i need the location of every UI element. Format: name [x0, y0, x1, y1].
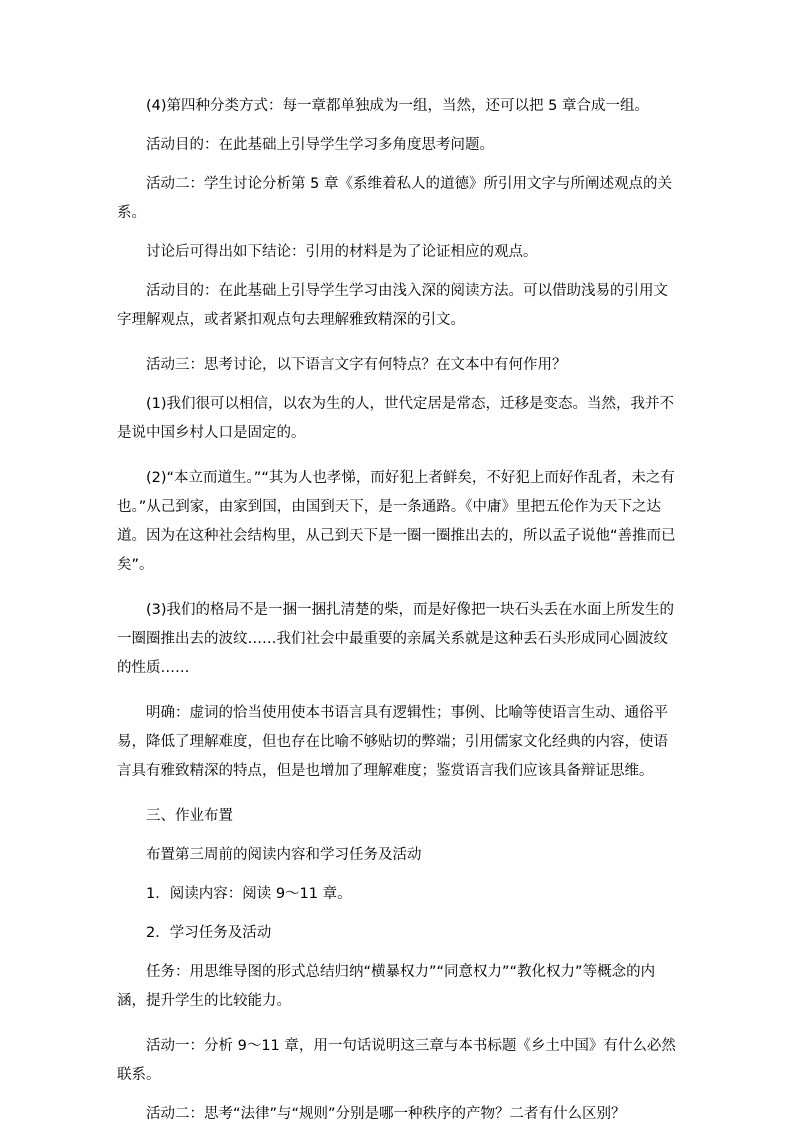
paragraph-activity-three: 活动三：思考讨论，以下语言文字有何特点？在文本中有何作用？: [146, 357, 567, 373]
paragraph-task: 任务：用思维导图的形式总结归纳“横暴权力”“同意权力”“教化权力”等概念的内涵，提升学生的比较能力。: [117, 964, 656, 1009]
paragraph-homework-activity-two: 活动二：思考“法律”与“规则”分别是哪一种秩序的产物？二者有什么区别？: [146, 1106, 626, 1122]
paragraph-homework-intro: 布置第三周前的阅读内容和学习任务及活动: [146, 847, 422, 863]
document-body: [117, 92, 677, 1139]
paragraph-activity-goal-1: 活动目的：在此基础上引导学生学习多角度思考问题。: [146, 137, 494, 153]
paragraph-quote-1: (1)我们很可以相信，以农为生的人，世代定居是常态，迁移是变态。当然，我并不是说中国乡村人口是固定的。: [117, 396, 675, 441]
section-heading-homework: 三、作业布置: [146, 808, 233, 824]
paragraph-learning-tasks-heading: 2．学习任务及活动: [146, 925, 272, 941]
paragraph-activity-two: 活动二：学生讨论分析第 5 章《系维着私人的道德》所引用文字与所阐述观点的关系。: [117, 176, 672, 221]
paragraph-activity-goal-2: 活动目的：在此基础上引导学生学习由浅入深的阅读方法。可以借助浅易的引用文字理解观点，或者紧扣观点句去理解雅致精深的引文。: [117, 283, 668, 328]
paragraph-conclusion: 讨论后可得出如下结论：引用的材料是为了论证相应的观点。: [146, 244, 538, 260]
paragraph-homework-activity-one: 活动一：分析 9～11 章，用一句话说明这三章与本书标题《乡土中国》有什么必然联系。: [117, 1038, 676, 1083]
paragraph-reading-content: 1．阅读内容：阅读 9～11 章。: [146, 886, 352, 902]
paragraph-quote-2: (2)“本立而道生。”“其为人也孝悌，而好犯上者鲜矣，不好犯上而好作乱者，未之有也。”从己到家，由家到国，由国到天下，是一条通路。《中庸》里把五伦作为天下之达道。因为在这种社会结构里，从己到天下是一圈一圈推出去的，所以孟子说他“善推而已矣”。: [117, 470, 676, 573]
paragraph-clarification: 明确：虚词的恰当使用使本书语言具有逻辑性；事例、比喻等使语言生动、通俗平易，降低了理解难度，但也存在比喻不够贴切的弊端；引用儒家文化经典的内容，使语言具有雅致精深的特点，但是也增加了理解难度；鉴赏语言我们应该具备辩证思维。: [117, 705, 668, 779]
paragraph-classification-4: (4)第四种分类方式：每一章都单独成为一组，当然，还可以把 5 章合成一组。: [146, 98, 649, 114]
paragraph-quote-3: (3)我们的格局不是一捆一捆扎清楚的柴，而是好像把一块石头丢在水面上所发生的一圈圈推出去的波纹……我们社会中最重要的亲属关系就是这种丢石头形成同心圆波纹的性质……: [117, 602, 675, 676]
